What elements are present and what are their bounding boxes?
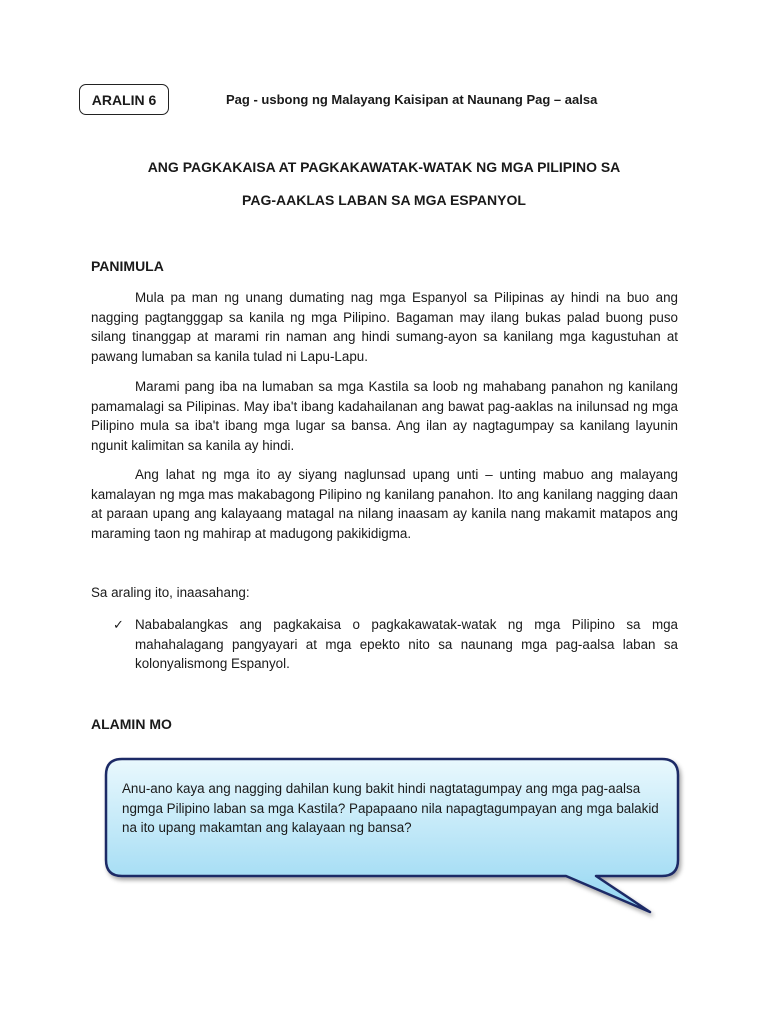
lesson-title: Pag - usbong ng Malayang Kaisipan at Naunang Pag – aalsa: [226, 92, 598, 107]
expectations-lead: Sa araling ito, inaasahang:: [91, 585, 250, 600]
learn-heading: ALAMIN MO: [91, 716, 172, 732]
page-title-line-1: ANG PAGKAKAISA AT PAGKAKAWATAK-WATAK NG MGA PILIPINO SA: [147, 159, 621, 175]
intro-paragraph-1: Mula pa man ng unang dumating nag mga Espanyol sa Pilipinas ay hindi na buo ang nagging pagtangggap sa kanila ng mga Pilipino. Bagaman may ilang bukas palad buong puso silang tinanggap at marami rin naman ang hindi sumang-ayon sa kanilang mga kagustuhan at pawang lumaban sa kanila tulad ni Lapu-Lapu.: [91, 290, 678, 364]
objective-text: Nababalangkas ang pagkakaisa o pagkakawatak-watak ng mga Pilipino sa mga mahahalagang pangyayari at mga epekto nito sa naunang mga pag-aalsa laban sa kolonyalismong Espanyol.: [135, 617, 678, 671]
speech-bubble-text: Anu-ano kaya ang nagging dahilan kung bakit hindi nagtatagumpay ang mga pag-aalsa ngmga Pilipino laban sa mga Kastila? Papapaano nila napagtagumpayan ang mga balakid na ito upang makamtan ang kalayaan ng bansa?: [122, 781, 659, 835]
checkmark-icon: ✓: [113, 617, 124, 632]
intro-paragraph-3: Ang lahat ng mga ito ay siyang naglunsad upang unti – unting mabuo ang malayang kamalayan ng mga mas makabagong Pilipino ng kanilang panahon. Ito ang kanilang nagging daan at paraan upang ang kalayaang matagal na nilang inaasam ay kanila nang makamit matapos ang maraming taon ng mahirap at madugong pakikidigma.: [91, 467, 678, 541]
page-title-line-2: PAG-AAKLAS LABAN SA MGA ESPANYOL: [242, 192, 526, 208]
intro-heading: PANIMULA: [91, 258, 164, 274]
lesson-label: ARALIN 6: [91, 91, 157, 108]
intro-paragraph-2: Marami pang iba na lumaban sa mga Kastila sa loob ng mahabang panahon ng kanilang pamamalagi sa Pilipinas. May iba't ibang kadahailanan ang bawat pag-aaklas na inilunsad ng mga Pilipino mula sa iba't ibang mga lugar sa bansa. Ang ilan ay nagtagumpay sa kanilang layunin ngunit kalimitan sa kanila ay hindi.: [91, 379, 678, 453]
